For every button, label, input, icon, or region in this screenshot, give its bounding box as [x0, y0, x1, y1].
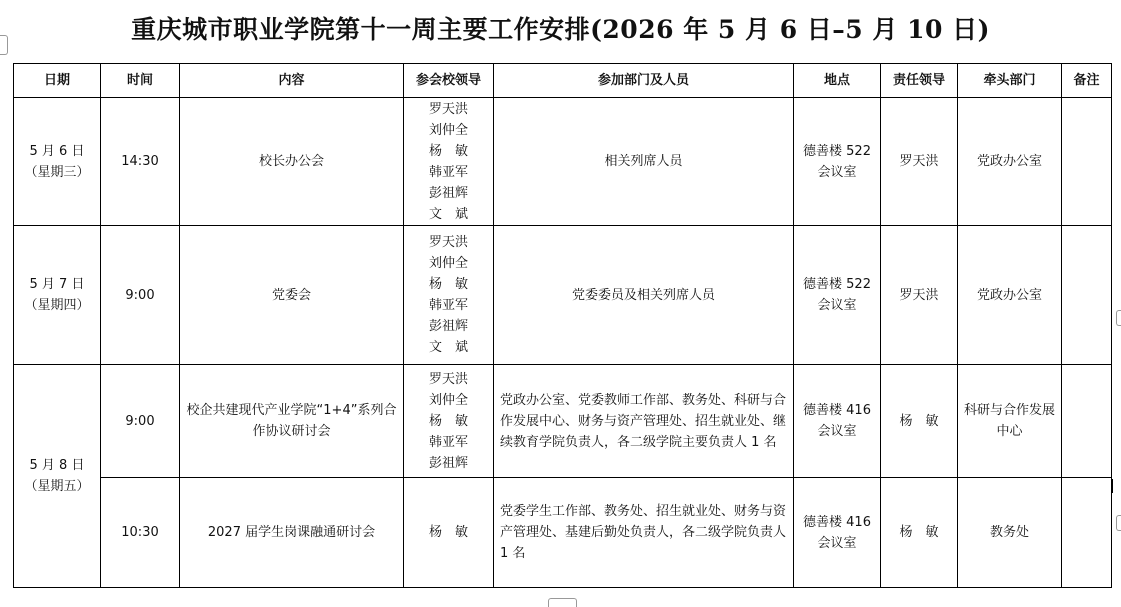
header-responsible: 责任领导 — [881, 64, 958, 98]
weekday-text: （星期三） — [24, 164, 90, 180]
leader-name: 韩亚军 — [428, 434, 468, 450]
location-cell: 德善楼 522 会议室 — [794, 226, 881, 365]
header-notes: 备注 — [1062, 64, 1112, 98]
date-text: 5 月 8 日 — [29, 458, 85, 473]
date-text: 5 月 7 日 — [29, 277, 85, 292]
department-cell: 科研与合作发展中心 — [958, 365, 1062, 478]
bottom-scroll-marker — [548, 598, 577, 607]
responsible-cell: 罗天洪 — [881, 98, 958, 226]
header-row — [14, 64, 1112, 98]
cursor-marker — [1111, 479, 1113, 493]
leader-name: 刘仲全 — [428, 122, 468, 138]
header-content: 内容 — [180, 64, 404, 98]
responsible-cell: 杨 敏 — [881, 478, 958, 588]
leader-name: 韩亚军 — [428, 164, 468, 180]
responsible-cell: 杨 敏 — [881, 365, 958, 478]
leader-name: 罗天洪 — [428, 235, 468, 250]
date-cell — [14, 226, 101, 365]
date-cell — [14, 365, 101, 588]
leaders-cell — [404, 98, 494, 226]
location-cell: 德善楼 522 会议室 — [794, 98, 881, 226]
table-row — [14, 98, 1112, 226]
leader-name: 文 斌 — [428, 206, 468, 222]
time-cell: 14:30 — [101, 98, 180, 226]
leader-name: 杨 敏 — [428, 143, 468, 159]
location-cell: 德善楼 416 会议室 — [794, 478, 881, 588]
time-cell: 9:00 — [101, 365, 180, 478]
attendees-cell: 党委学生工作部、教务处、招生就业处、财务与资产管理处、基建后勤处负责人，各二级学院负责人 1 名 — [494, 478, 794, 588]
leaders-cell — [404, 478, 494, 588]
content-cell: 2027 届学生岗课融通研讨会 — [180, 478, 404, 588]
leader-name: 韩亚军 — [428, 298, 468, 313]
leader-name: 彭祖辉 — [428, 455, 468, 471]
header-department: 牵头部门 — [958, 64, 1062, 98]
notes-cell — [1062, 226, 1112, 365]
content-cell: 党委会 — [180, 226, 404, 365]
leaders-cell — [404, 365, 494, 478]
page-title: 重庆城市职业学院第十一周主要工作安排(2026 年 5 月 6 日–5 月 10 日) — [131, 15, 990, 44]
right-scroll-marker — [1116, 515, 1121, 531]
leaders-cell — [404, 226, 494, 365]
date-text: 5 月 6 日 — [29, 143, 85, 159]
leader-name: 罗天洪 — [428, 371, 468, 387]
header-date: 日期 — [14, 64, 101, 98]
attendees-cell: 相关列席人员 — [494, 98, 794, 226]
leader-name: 杨 敏 — [428, 413, 468, 429]
time-cell: 10:30 — [101, 478, 180, 588]
department-cell: 党政办公室 — [958, 98, 1062, 226]
table-row — [14, 226, 1112, 365]
department-cell: 教务处 — [958, 478, 1062, 588]
leader-name: 彭祖辉 — [428, 319, 468, 334]
right-scroll-marker — [1116, 310, 1121, 326]
header-time: 时间 — [101, 64, 180, 98]
leader-name: 罗天洪 — [428, 101, 468, 117]
attendees-cell: 党委委员及相关列席人员 — [494, 226, 794, 365]
weekday-text: （星期四） — [24, 298, 90, 313]
leader-name: 刘仲全 — [428, 256, 468, 271]
content-cell: 校企共建现代产业学院“1+4”系列合作协议研讨会 — [180, 365, 404, 478]
weekday-text: （星期五） — [24, 479, 90, 494]
content-cell: 校长办公会 — [180, 98, 404, 226]
leader-name: 杨 敏 — [428, 525, 468, 540]
header-leaders: 参会校领导 — [404, 64, 494, 98]
notes-cell — [1062, 365, 1112, 478]
attendees-cell: 党政办公室、党委教师工作部、教务处、科研与合作发展中心、财务与资产管理处、招生就业处、继续教育学院负责人，各二级学院主要负责人 1 名 — [494, 365, 794, 478]
leader-name: 文 斌 — [428, 340, 468, 355]
notes-cell — [1062, 98, 1112, 226]
header-attendees: 参加部门及人员 — [494, 64, 794, 98]
notes-cell — [1062, 478, 1112, 588]
schedule-table — [13, 63, 1112, 588]
leader-name: 刘仲全 — [428, 392, 468, 408]
leader-name: 彭祖辉 — [428, 185, 468, 201]
header-location: 地点 — [794, 64, 881, 98]
left-scroll-marker — [0, 35, 8, 55]
table-row — [14, 478, 1112, 588]
leader-name: 杨 敏 — [428, 277, 468, 292]
department-cell: 党政办公室 — [958, 226, 1062, 365]
responsible-cell: 罗天洪 — [881, 226, 958, 365]
location-cell: 德善楼 416 会议室 — [794, 365, 881, 478]
date-cell — [14, 98, 101, 226]
table-row — [14, 365, 1112, 478]
time-cell: 9:00 — [101, 226, 180, 365]
